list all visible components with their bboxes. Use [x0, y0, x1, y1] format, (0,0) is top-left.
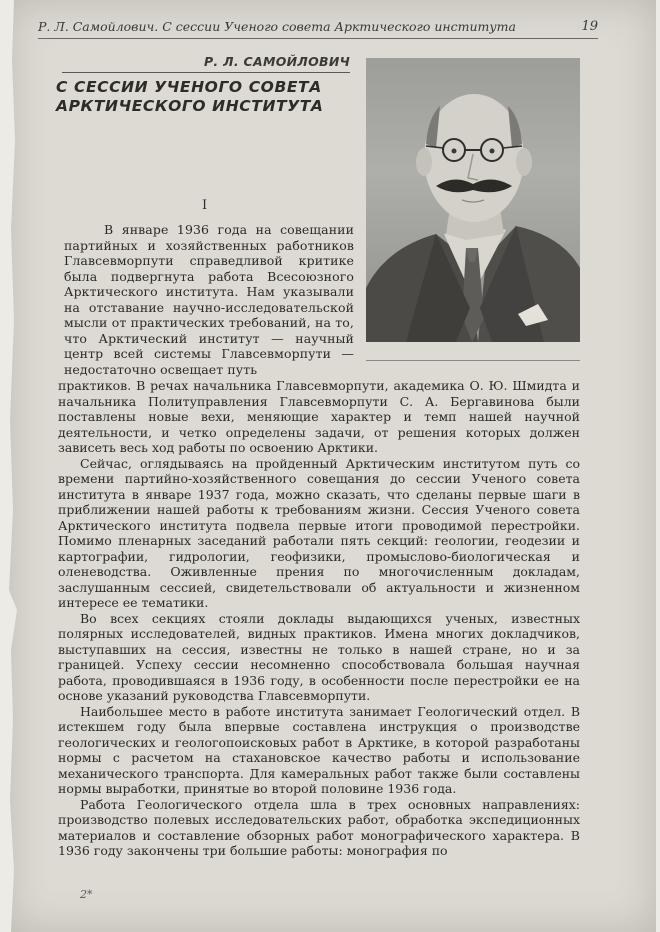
body-paragraph: Работа Геологического отдела шла в трех основных направлениях: производство полевых исследовательских работ, обработка экспедиционных материалов и составление обзорных работ монографического характера. В 1936 году закончены три большие работы: монография по [58, 796, 580, 858]
author-divider [62, 72, 350, 73]
body-paragraph: Сейчас, оглядываясь на пройденный Арктическим институтом путь со времени партийно-хозяйственного совещания до сессии Ученого совета института в январе 1937 года, можно сказать, что сделаны первые шаги в приближении нашей работы к требованиям жизни. Сессия Ученого совета Арктического института подвела первые итоги проводимой перестройки. Помимо пленарных заседаний работали пять секций: геологии, геодезии и картографии, гидрологии, геофизики, промыслово-биологическая и оленеводства. Оживленные прения по многочисленным докладам, заслушанным сессией, свидетельствовали об актуальности и жизненном интересе ее тематики. [58, 455, 580, 610]
torn-left-edge [8, 0, 22, 932]
printer-signature-mark: 2* [80, 888, 93, 901]
article-author: Р. Л. САМОЙЛОВИЧ [203, 54, 350, 69]
running-head-title: Р. Л. Самойлович. С сессии Ученого совета Арктического института [38, 19, 516, 34]
portrait-divider [366, 360, 580, 361]
article-body [58, 378, 580, 859]
article-title: С СЕССИИ УЧЕНОГО СОВЕТА АРКТИЧЕСКОГО ИНСТИТУТА [56, 78, 324, 115]
portrait-illustration [366, 58, 580, 342]
author-portrait-photo [366, 58, 580, 342]
section-number: I [202, 198, 208, 213]
intro-paragraph: В январе 1936 года на совещании партийных и хозяйственных работников Главсевморпути справедливой критике была подвергнута работа Всесоюзного Арктического института. Нам указывали на отставание научно-исследовательской мысли от практических требований, на то, что Арктический институт — научный центр всей системы Главсевморпути — недостаточно освещает путь [64, 222, 354, 377]
book-page [8, 0, 656, 932]
body-paragraph: Наибольшее место в работе института занимает Геологический отдел. В истекшем году была впервые составлена инструкция о производстве геологических и геологопоисковых работ в Арктике, в которой разработаны нормы с расчетом на стахановское качество работы и использование механического транспорта. Для камеральных работ также были составлены нормы выработки, принятые во второй половине 1936 года. [58, 703, 580, 796]
page-number: 19 [581, 19, 598, 34]
body-paragraph: Во всех секциях стояли доклады выдающихся ученых, известных полярных исследователей, видных практиков. Имена многих докладчиков, выступавших на сессия, известны не только в нашей стране, но и за границей. Успеху сессии несомненно способствовала большая научная работа, проводившаяся в 1936 году, в особенности после перестройки ее на основе указаний руководства Главсевморпути. [58, 610, 580, 703]
running-head [38, 16, 598, 39]
body-paragraph: практиков. В речах начальника Главсевморпути, академика О. Ю. Шмидта и начальника Политуправления Главсевморпути С. А. Бергавинова были поставлены новые вехи, меняющие характер и темп нашей научной деятельности, и четко определены задачи, от решения которых должен зависеть весь ход работы по освоению Арктики. [58, 378, 580, 455]
